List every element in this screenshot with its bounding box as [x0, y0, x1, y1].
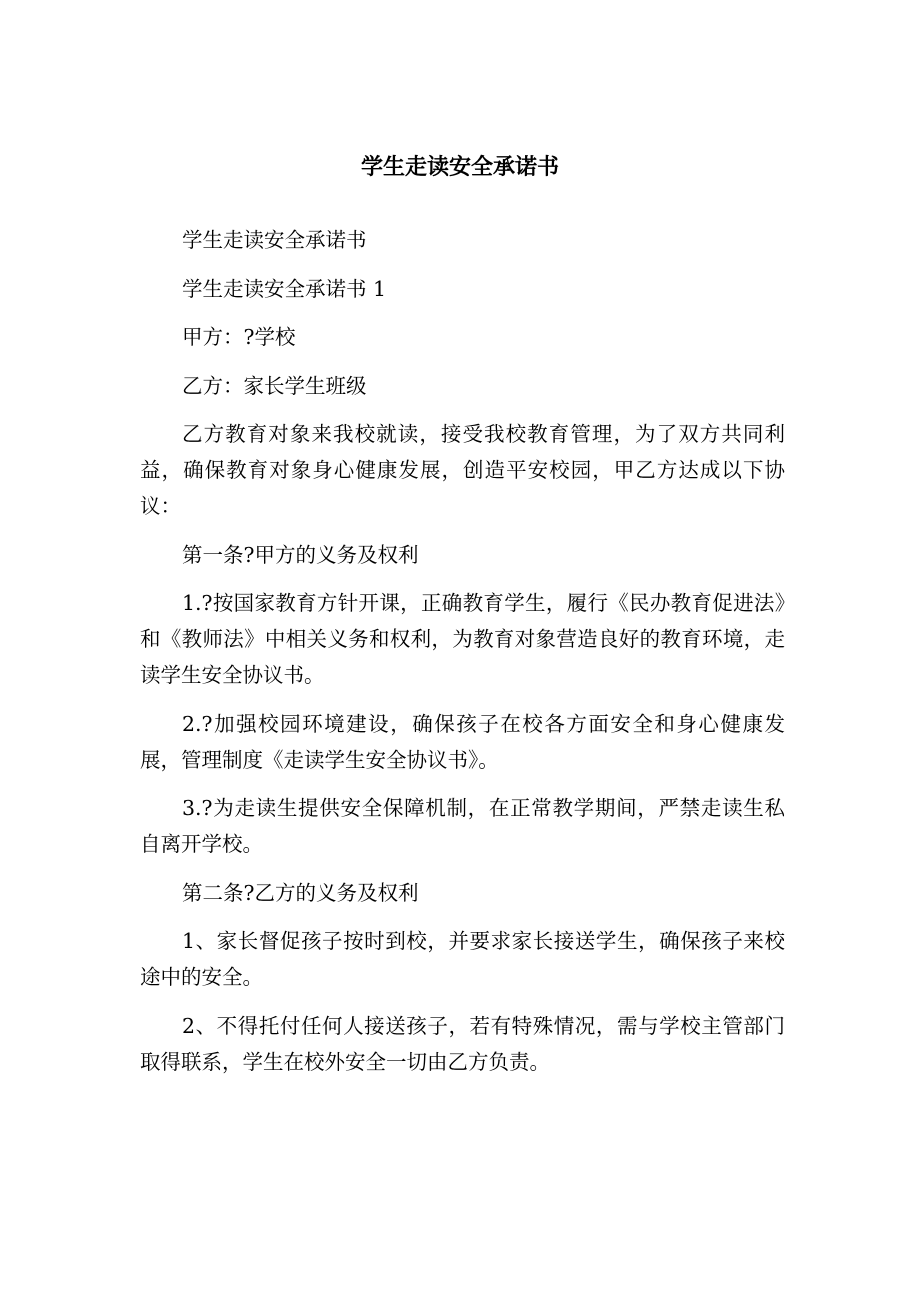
paragraph-article-two-item-2: 2、不得托付任何人接送孩子，若有特殊情况，需与学校主管部门取得联系，学生在校外安全一切由乙方负责。 — [140, 1013, 785, 1074]
paragraph-party-a: 甲方：?学校 — [182, 325, 296, 349]
paragraph-intro: 乙方教育对象来我校就读，接受我校教育管理，为了双方共同利益，确保教育对象身心健康发展，创造平安校园，甲乙方达成以下协议： — [140, 422, 785, 518]
document-body — [140, 222, 785, 1092]
paragraph-article-one-item-2: 2.?加强校园环境建设，确保孩子在校各方面安全和身心健康发展，管理制度《走读学生安全协议书》。 — [140, 711, 785, 772]
paragraph-article-one-item-3: 3.?为走读生提供安全保障机制，在正常教学期间，严禁走读生私自离开学校。 — [140, 796, 785, 856]
paragraph-heading: 学生走读安全承诺书 — [182, 228, 367, 252]
paragraph-article-one-item-1: 1.?按国家教育方针开课，正确教育学生，履行《民办教育促进法》和《教师法》中相关义务和权利，为教育对象营造良好的教育环境，走读学生安全协议书。 — [140, 591, 785, 687]
document-title: 学生走读安全承诺书 — [360, 155, 559, 180]
paragraph-article-two-item-1: 1、家长督促孩子按时到校，并要求家长接送学生，确保孩子来校途中的安全。 — [140, 929, 785, 989]
paragraph-subheading: 学生走读安全承诺书 1 — [182, 276, 387, 301]
paragraph-article-two-heading: 第二条?乙方的义务及权利 — [182, 880, 419, 905]
paragraph-article-one-heading: 第一条?甲方的义务及权利 — [182, 542, 419, 567]
paragraph-party-b: 乙方：家长学生班级 — [182, 373, 367, 398]
